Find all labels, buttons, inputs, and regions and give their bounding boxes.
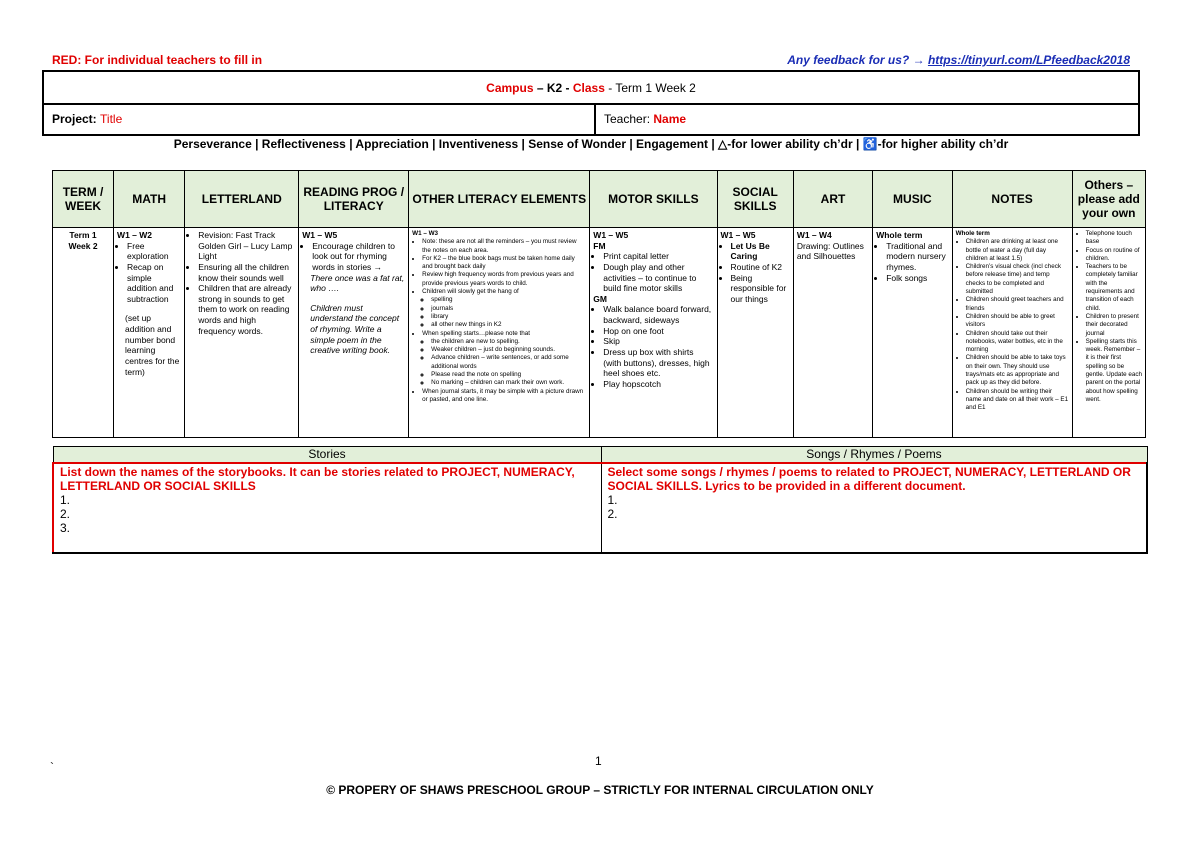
list-item: • Free exploration (127, 241, 181, 262)
term-label: Term 1 (69, 230, 97, 240)
list-item: • Telephone touch base (1086, 230, 1142, 247)
list-item: • Let Us Be Caring (731, 241, 790, 262)
col-other-literacy: OTHER LITERACY ELEMENTS (409, 171, 590, 228)
term-week-text: - Term 1 Week 2 (604, 80, 696, 95)
list-item: ◦ No marking – children can mark their own work. (431, 379, 586, 387)
campus-level-text: – K2 - (533, 80, 573, 95)
list-item: • Folk songs (886, 273, 948, 284)
motor-skills-cell (590, 228, 717, 438)
list-item: ◦ Weaker children – just do beginning sounds. (431, 346, 586, 354)
campus-label: Campus (486, 80, 534, 95)
art-heading: W1 – W4 (796, 230, 832, 240)
col-reading: READING PROG / LITERACY (299, 171, 409, 228)
col-letterland: LETTERLAND (185, 171, 299, 228)
list-item: ◦ journals (431, 305, 586, 313)
list-item: ◦ library (431, 313, 586, 321)
list-item: ◦ all other new things in K2 (431, 321, 586, 329)
list-item: • Routine of K2 (731, 262, 790, 273)
reading-cell (299, 228, 409, 438)
list-item: 2. (60, 507, 71, 521)
art-text: Drawing: Outlines and Silhouettes (796, 240, 864, 262)
list-item: • When spelling starts…please note that ◦ the children are new to spelling. ◦ Weaker children – just do beginning sounds. ◦ Advance children – write sentences, or add some additional words ◦ Please read the note on spelling ◦ No marking – children can mark their own work. (422, 330, 586, 388)
list-item: • Note: these are not all the reminders – you must review the notes on each area. (422, 238, 586, 255)
list-item: • Being responsible for our things (731, 273, 790, 305)
list-item: • Dough play and other activities – to continue to build fine motor skills (603, 262, 713, 294)
list-item: • Children’s visual check (incl check before release time) and temp checks to be completed and submitted (966, 263, 1069, 296)
list-item: • Ensuring all the children know their sounds well (198, 262, 295, 283)
list-item: ◦ Please read the note on spelling (431, 371, 586, 379)
feedback-link[interactable]: https://tinyurl.com/LPfeedback2018 (927, 53, 1130, 67)
campus-class-row (44, 72, 1138, 105)
list-item: • Focus on routine of children. (1086, 247, 1142, 264)
stories-songs-body-row (53, 463, 1147, 553)
col-motor-skills: MOTOR SKILLS (590, 171, 717, 228)
stories-songs-header-row (53, 447, 1147, 464)
list-item: • Children are drinking at least one bottle of water a day (full day children at least 1.5) (966, 238, 1069, 263)
list-item: • Children that are already strong in sounds to get them to work on reading words and high frequency words. (198, 283, 295, 336)
list-item: • Children should take out their notebooks, water bottles, etc in the morning (966, 330, 1069, 355)
project-label: Project: (52, 111, 101, 126)
list-item: 3. (60, 521, 71, 535)
values-line: Perseverance | Reflectiveness | Appreciation | Inventiveness | Sense of Wonder | Engagement | △-for lower ability ch’dr | ♿-for higher ability ch’dr (173, 137, 1009, 151)
songs-title: Songs / Rhymes / Poems (601, 447, 1147, 464)
list-item: • Encourage children to look out for rhyming words in stories → (312, 241, 405, 273)
list-item: • Teachers to be completely familiar with the requirements and transition of each child. (1086, 263, 1142, 313)
feedback-prefix: Any feedback for us? → (787, 53, 928, 67)
reading-task: Children must understand the concept of rhyming. Write a simple poem in the creative writing book. (310, 302, 400, 356)
list-item: • Hop on one foot (603, 326, 713, 337)
col-notes: NOTES (952, 171, 1072, 228)
list-item: • Children should be able to take toys on their own. They should use trays/mats etc as appropriate and pack up as they did before. (966, 354, 1069, 387)
list-item: 1. (607, 493, 618, 507)
math-cell (114, 228, 185, 438)
notes-cell (952, 228, 1072, 438)
list-item: • Dress up box with shirts (with buttons), dresses, high heel shoes etc. (603, 347, 713, 379)
teacher-label: Teacher: (604, 111, 654, 126)
letterland-cell (185, 228, 299, 438)
term-week-cell (53, 228, 114, 438)
list-item: • Revision: Fast Track Golden Girl – Lucy Lamp Light (198, 230, 295, 262)
col-art: ART (793, 171, 872, 228)
project-cell (44, 103, 596, 134)
list-item: • Traditional and modern nursery rhymes. (886, 241, 948, 273)
stories-cell[interactable] (53, 463, 601, 553)
social-heading: W1 – W5 (720, 230, 756, 240)
reading-heading: W1 – W5 (302, 230, 338, 240)
reading-example: There once was a fat rat, who …. (310, 272, 405, 294)
col-math: MATH (114, 171, 185, 228)
week-label: Week 2 (68, 240, 98, 251)
teacher-value: Name (653, 111, 687, 126)
list-item: • Review high frequency words from previous years and provide previous years words to child. (422, 271, 586, 288)
feedback-note (787, 53, 1130, 67)
list-item: • Skip (603, 336, 713, 347)
list-item: • When journal starts, it may be simple with a picture drawn or pasted, and one line. (422, 388, 586, 405)
red-instruction-note: RED: For individual teachers to fill in (52, 53, 263, 67)
motor-heading: W1 – W5 (593, 230, 629, 240)
gm-label: GM (593, 293, 607, 304)
list-item: • For K2 – the blue book bags must be taken home daily and brought back daily (422, 255, 586, 272)
notes-heading: Whole term (955, 230, 990, 237)
list-item: ◦ the children are new to spelling. (431, 338, 586, 346)
math-note: (set up addition and number bond learning centres for the term) (125, 313, 180, 377)
weekly-plan-table (52, 170, 1146, 438)
list-item: ◦ spelling (431, 296, 586, 304)
list-item: • Play hopscotch (603, 379, 713, 390)
column-header-row (53, 171, 1146, 228)
list-item: • Children to present their decorated journal (1086, 313, 1142, 338)
music-cell (873, 228, 952, 438)
music-heading: Whole term (876, 230, 923, 240)
list-item: • Spelling starts this week. Remember – it is their first spelling so be gentle. Update each parent on the portal about how spelling went. (1086, 338, 1142, 404)
list-item: • Children should be writing their name and date on all their work – E1 and E1 (966, 388, 1069, 413)
list-item: • Walk balance board forward, backward, sideways (603, 304, 713, 325)
stories-title: Stories (53, 447, 601, 464)
teacher-cell (596, 103, 1138, 134)
stories-songs-table (52, 446, 1148, 554)
stray-mark: ` (50, 760, 54, 774)
list-item: • Print capital letter (603, 251, 713, 262)
col-social-skills: SOCIAL SKILLS (717, 171, 793, 228)
others-cell (1072, 228, 1145, 438)
list-item: • Children will slowly get the hang of ◦ spelling ◦ journals ◦ library ◦ all other new things in K2 (422, 288, 586, 329)
songs-cell[interactable] (601, 463, 1147, 553)
stories-instruction: List down the names of the storybooks. It can be stories related to PROJECT, NUMERACY, LETTERLAND OR SOCIAL SKILLS (60, 465, 575, 493)
week-row (53, 228, 1146, 438)
social-skills-cell (717, 228, 793, 438)
col-others: Others – please add your own (1072, 171, 1145, 228)
class-label: Class (572, 80, 605, 95)
other-literacy-cell (409, 228, 590, 438)
list-item: • Children should be able to greet visitors (966, 313, 1069, 330)
col-term-week: TERM / WEEK (53, 171, 114, 228)
footer-copyright: © PROPERY OF SHAWS PRESCHOOL GROUP – STRICTLY FOR INTERNAL CIRCULATION ONLY (326, 783, 874, 797)
list-item: • Recap on simple addition and subtraction (127, 262, 181, 305)
list-item: 2. (607, 507, 618, 521)
other-literacy-heading: W1 – W3 (412, 230, 439, 237)
lesson-plan-header (42, 70, 1140, 136)
list-item: ◦ Advance children – write sentences, or add some additional words (431, 354, 586, 371)
page-number: 1 (595, 754, 602, 768)
math-heading: W1 – W2 (117, 230, 152, 240)
list-item: • Children should greet teachers and friends (966, 296, 1069, 313)
fm-label: FM (593, 240, 606, 251)
col-music: MUSIC (873, 171, 952, 228)
songs-instruction: Select some songs / rhymes / poems to related to PROJECT, NUMERACY, LETTERLAND OR SOCIAL SKILLS. Lyrics to be provided in a different document. (607, 465, 1131, 493)
art-cell (793, 228, 872, 438)
list-item: 1. (60, 493, 71, 507)
project-value: Title (100, 111, 123, 126)
